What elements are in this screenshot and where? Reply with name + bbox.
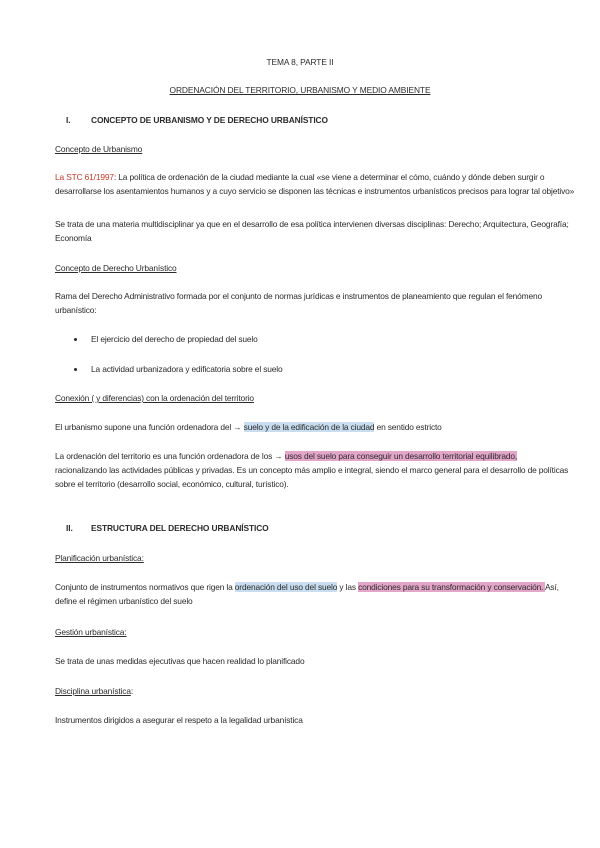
highlight-ordenacion-uso: ordenación del uso del suelo <box>234 582 338 592</box>
ordenacion-line-2: racionalizando las actividades públicas y privadas. Es un concepto más amplio e integral, siendo el marco general para el desarrollo de políticas <box>55 465 569 475</box>
planificacion-line-1: Conjunto de instrumentos normativos que rigen la ordenación del uso del suelo y las condiciones para su transformación y conservación. Así, <box>55 582 559 592</box>
document-subtitle: ORDENACIÓN DEL TERRITORIO, URBANISMO Y MEDIO AMBIENTE <box>169 85 431 95</box>
disciplina-text: Instrumentos dirigidos a asegurar el respeto a la legalidad urbanística <box>55 715 303 725</box>
planificacion-line-2: define el régimen urbanístico del suelo <box>55 596 193 606</box>
ordenacion-line-1: La ordenación del territorio es una función ordenadora de los → usos del suelo para conseguir un desarrollo territorial equilibrado, <box>55 451 518 461</box>
bullet-dot <box>74 338 77 341</box>
urbanismo-sentence: El urbanismo supone una función ordenadora del → suelo y de la edificación de la ciudad en sentido estricto <box>55 422 442 432</box>
concepto-urbanismo-heading: Concepto de Urbanismo <box>55 144 143 154</box>
list-item: La actividad urbanizadora y edificatoria sobre el suelo <box>91 364 283 374</box>
stc-paragraph-line-2: desarrollarse los asentamientos humanos y a cuyo servicio se disponen las técnicas e instrumentos urbanísticos precisos para lograr tal objetivo» <box>55 186 575 196</box>
conexion-heading: Conexión ( y diferencias) con la ordenación del territorio <box>55 393 254 403</box>
stc-reference: La STC 61/1997 <box>55 172 114 182</box>
section-1-title: CONCEPTO DE URBANISMO Y DE DERECHO URBANÍSTICO <box>91 115 328 125</box>
list-item: El ejercicio del derecho de propiedad del suelo <box>91 334 258 344</box>
highlight-usos-suelo: usos del suelo para conseguir un desarrollo territorial equilibrado, <box>284 451 518 461</box>
stc-paragraph-line-1: La STC 61/1997: La política de ordenación de la ciudad mediante la cual «se viene a determinar el cómo, cuándo y dónde deben surgir o <box>55 172 545 182</box>
concepto-derecho-heading: Concepto de Derecho Urbanístico <box>55 263 177 273</box>
multidisciplinar-line-1: Se trata de una materia multidisciplinar ya que en el desarrollo de esa política intervienen diversas disciplinas: Derecho; Arquitectura, Geografía; <box>55 219 569 229</box>
bullet-dot <box>74 368 77 371</box>
rama-line-2: urbanístico: <box>55 305 97 315</box>
gestion-text: Se trata de unas medidas ejecutivas que hacen realidad lo planificado <box>55 656 305 666</box>
planificacion-heading: Planificación urbanística: <box>55 553 144 563</box>
highlight-suelo-edificacion: suelo y de la edificación de la ciudad <box>243 422 375 432</box>
ordenacion-line-3: sobre el territorio (desarrollo social, económico, cultural, turístico). <box>55 479 289 489</box>
gestion-heading: Gestión urbanística: <box>55 627 127 637</box>
highlight-condiciones: condiciones para su transformación y conservación. <box>358 582 545 592</box>
disciplina-heading: Disciplina urbanística: <box>55 686 134 696</box>
section-2-title: ESTRUCTURA DEL DERECHO URBANÍSTICO <box>91 523 269 533</box>
topic-heading: TEMA 8, PARTE II <box>266 57 334 67</box>
multidisciplinar-line-2: Economía <box>55 233 92 243</box>
rama-line-1: Rama del Derecho Administrativo formada por el conjunto de normas jurídicas e instrumentos de planeamiento que regulan el fenómeno <box>55 291 543 301</box>
section-1-number: I. <box>66 115 71 125</box>
section-2-number: II. <box>66 523 73 533</box>
